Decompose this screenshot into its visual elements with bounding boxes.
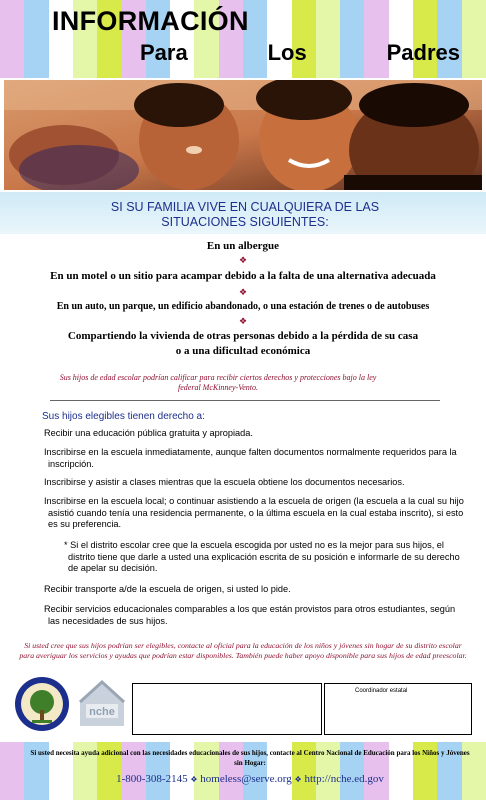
diamond-bullet-icon: ❖ [238, 255, 248, 265]
diamond-bullet-icon: ❖ [238, 287, 248, 297]
separator-icon: ❖ [294, 775, 302, 784]
page-subtitle [140, 40, 460, 66]
divider [50, 400, 440, 401]
rights-item-text: Recibir transporte a/de la escuela de origen, si usted lo pide. [44, 584, 291, 594]
footer-email-link[interactable]: homeless@serve.org [200, 773, 292, 785]
color-stripe [0, 742, 24, 800]
page-title: INFORMACIÓN [52, 6, 249, 36]
rights-item [44, 477, 464, 489]
rights-item-text: * Si el distrito escolar cree que la escuela escogida por usted no es la mejor para sus hijos, el distrito tiene que darle a usted una explicación escrita de su posición e informarle de su derecho de apelar su decisión. [64, 540, 460, 573]
color-stripe [437, 0, 461, 78]
situation-item: En un motel o un sitio para acampar debido a la falta de una alternativa adecuada [50, 270, 436, 282]
footer-contact [60, 773, 440, 785]
contact-note: Si usted cree que sus hijos podrían ser elegibles, contacte al oficial para la educación de los niños y jóvenes sin hogar de su distrito escolar para averiguar los servicios y ayudas que podrían estar disponibles. También puede haber apoyo disponible para sus hijos de edad preescolar. [19, 641, 467, 660]
rights-item [44, 584, 464, 596]
rights-item [44, 447, 464, 470]
rights-item-text: Inscribirse y asistir a clases mientras que la escuela obtiene los documentos necesarios. [44, 477, 405, 487]
district-liaison-box [132, 683, 322, 735]
rights-item [64, 540, 464, 575]
rights-item-text: Inscribirse en la escuela local; o continuar asistiendo a la escuela de origen (la escuela a la cual su hijo asistió cuando tenía una residencia permanente, o la última escuela en la cual estaba inscrito), si esto es su preferencia. [44, 496, 464, 529]
situations-heading-line: SITUACIONES SIGUIENTES: [161, 215, 329, 229]
situation-item: o a una dificultad económica [175, 345, 311, 357]
rights-item-text: Recibir una educación pública gratuita y apropiada. [44, 428, 253, 438]
rights-item-text: Inscribirse en la escuela inmediatamente, aunque falten documentos normalmente requeridos para la inscripción. [44, 447, 457, 469]
footer-help-text: Si usted necesita ayuda adicional con las necesidades educacionales de sus hijos, contacte al Centro Nacional de Educación para los Niños y Jóvenes sin Hogar: [30, 749, 470, 767]
mckinney-vento-note: Sus hijos de edad escolar podrían calificar para recibir ciertos derechos y protecciones bajo la ley federal McKinney-Vento. [59, 373, 377, 392]
children-photo-illustration [4, 80, 482, 190]
footer-website-link[interactable]: http://nche.ed.gov [304, 773, 384, 785]
color-stripe [364, 0, 388, 78]
rights-item-text: Recibir servicios educacionales comparables a los que están provistos para otros estudiantes, según las necesidades de sus hijos. [44, 604, 456, 626]
department-of-education-seal-icon [14, 676, 70, 732]
rights-title: Sus hijos elegibles tienen derecho a: [42, 411, 205, 422]
rights-item [44, 604, 464, 627]
situation-item: En un auto, un parque, un edificio abandonado, o una estación de trenes o de autobuses [56, 301, 430, 312]
diamond-bullet-icon: ❖ [238, 316, 248, 326]
color-stripe [413, 0, 437, 78]
subtitle-word: Para [140, 40, 188, 65]
situation-item: Compartiendo la vivienda de otras personas debido a la pérdida de su casa [67, 330, 419, 342]
children-photo [4, 80, 482, 190]
color-stripe [24, 0, 48, 78]
subtitle-word: Los [267, 40, 307, 65]
rights-item [44, 428, 464, 440]
state-coordinator-label: Coordinador estatal [355, 688, 408, 694]
nche-logo-icon [72, 674, 132, 734]
footer-phone: 1-800-308-2145 [116, 773, 188, 785]
situations-heading [60, 200, 430, 230]
color-stripe [0, 0, 24, 78]
color-stripe [389, 0, 413, 78]
state-coordinator-box [324, 683, 472, 735]
subtitle-word: Padres [386, 40, 460, 65]
rights-item [44, 496, 464, 531]
color-stripe [462, 0, 486, 78]
nche-logo-text: nche [89, 706, 115, 718]
situations-heading-line: SI SU FAMILIA VIVE EN CUALQUIERA DE LAS [110, 200, 380, 214]
situation-item: En un albergue [206, 240, 280, 252]
separator-icon: ❖ [190, 775, 198, 784]
